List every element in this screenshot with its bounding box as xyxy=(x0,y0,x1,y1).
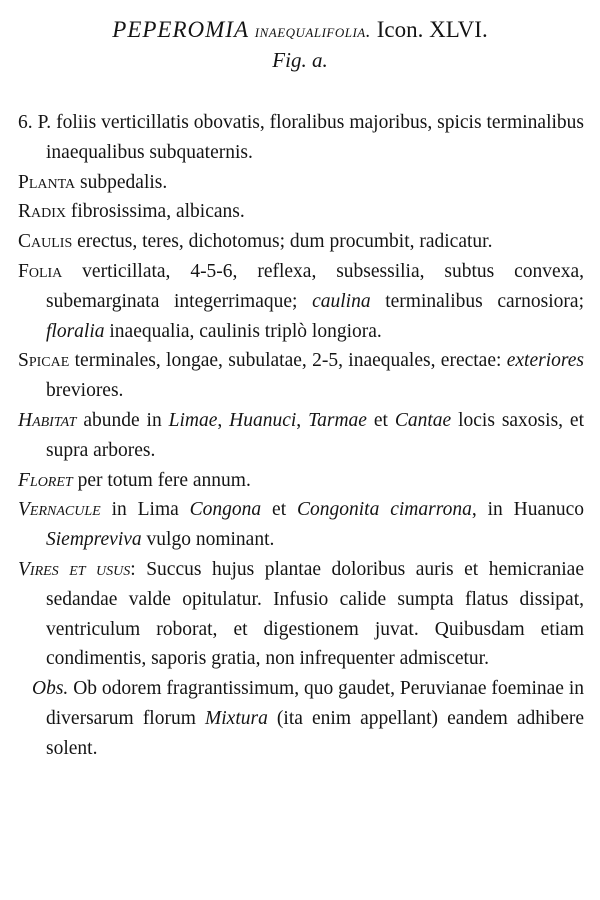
caulis-label: Caulis xyxy=(18,231,73,253)
obs-text-1: Ob odorem fragrantissimum, quo gaudet, Peruvianae foeminae in diversarum florum xyxy=(46,678,584,729)
vernacule-label: Vernacule xyxy=(18,499,101,521)
folia-text-1: verticillata, 4-5-6, reflexa, subsessilia, subtus convexa, subemarginata integerrimaque; xyxy=(46,260,584,312)
vernacule-text-2: et xyxy=(261,499,297,521)
radix-text: fibrosissima, albicans. xyxy=(66,201,245,223)
caulis-entry xyxy=(18,227,584,257)
spicae-italic-exteriores: exteriores xyxy=(506,350,584,372)
planta-entry xyxy=(18,168,584,198)
folia-italic-caulina: caulina xyxy=(312,290,371,312)
description-body xyxy=(18,108,584,764)
obs-entry xyxy=(18,674,584,763)
spicae-entry xyxy=(18,346,584,406)
folia-italic-floralia: floralia xyxy=(46,320,105,342)
genus-name: PEPEROMIA xyxy=(112,17,250,42)
floret-entry xyxy=(18,466,584,496)
floret-text: per totum fere annum. xyxy=(72,469,251,491)
vernacule-text-1: in Lima xyxy=(100,499,190,521)
folia-text-2: terminalibus carnosiora; xyxy=(370,290,584,312)
spicae-text-2: breviores. xyxy=(46,380,124,402)
habitat-place-tarmae: Tarmae xyxy=(308,409,367,431)
floret-label: Floret xyxy=(18,469,73,491)
species-name: inaequalifolia. xyxy=(254,21,372,42)
vernacule-name-congonita: Congonita cimarrona xyxy=(297,499,472,521)
vires-label: Vires et usus xyxy=(18,558,131,580)
vernacule-entry xyxy=(18,495,584,555)
planta-label: Planta xyxy=(18,171,76,193)
vires-entry xyxy=(18,555,584,674)
figure-reference: Fig. a. xyxy=(272,48,328,72)
planta-text: subpedalis. xyxy=(75,171,168,193)
obs-label: Obs. xyxy=(32,678,69,700)
folia-entry xyxy=(18,257,584,346)
vernacule-name-congona: Congona xyxy=(189,499,262,521)
icon-reference: Icon. XLVI. xyxy=(376,17,488,42)
vires-text: : Succus hujus plantae doloribus auris et hemicraniae sedandae valde opitulatur. Infusio calide sumpta flatus dissipat, ventriculum roborat, et digestionem juvat. Quibusdam etiam condimentis, saporis gratia, non infrequenter admiscetur. xyxy=(46,558,584,670)
vernacule-text-4: vulgo nominant. xyxy=(141,529,275,551)
radix-entry xyxy=(18,197,584,227)
habitat-text-1: abunde in xyxy=(76,409,169,431)
obs-italic-mixtura: Mixtura xyxy=(205,707,268,729)
vernacule-text-3: , in Huanuco xyxy=(471,499,585,521)
radix-label: Radix xyxy=(18,201,66,223)
caulis-text: erectus, teres, dichotomus; dum procumbit, radicatur. xyxy=(72,231,493,253)
diagnosis-entry xyxy=(18,108,584,168)
habitat-sep-3: et xyxy=(366,409,395,431)
habitat-sep-1: , xyxy=(217,409,230,431)
spicae-text-1: terminales, longae, subulatae, 2-5, inaequales, erectae: xyxy=(69,350,507,372)
spicae-label: Spicae xyxy=(18,350,70,372)
habitat-place-limae: Limae xyxy=(168,409,218,431)
vernacule-name-siempreviva: Siempreviva xyxy=(46,529,142,551)
obs-text-2: (ita enim appellant) eandem adhibere solent. xyxy=(46,707,585,759)
habitat-entry xyxy=(18,406,584,466)
habitat-sep-2: , xyxy=(296,409,309,431)
habitat-place-cantae: Cantae xyxy=(394,409,452,431)
diagnosis-text: 6. P. foliis verticillatis obovatis, floralibus majoribus, spicis terminalibus inaequalibus subquaternis. xyxy=(18,112,584,163)
habitat-text-2: locis saxosis, et supra arbores. xyxy=(46,409,585,461)
folia-label: Folia xyxy=(18,260,63,282)
page-title xyxy=(0,16,600,46)
folia-text-3: inaequalia, caulinis triplò longiora. xyxy=(104,320,382,342)
habitat-label: Habitat xyxy=(18,409,77,431)
habitat-place-huanuci: Huanuci xyxy=(229,409,297,431)
